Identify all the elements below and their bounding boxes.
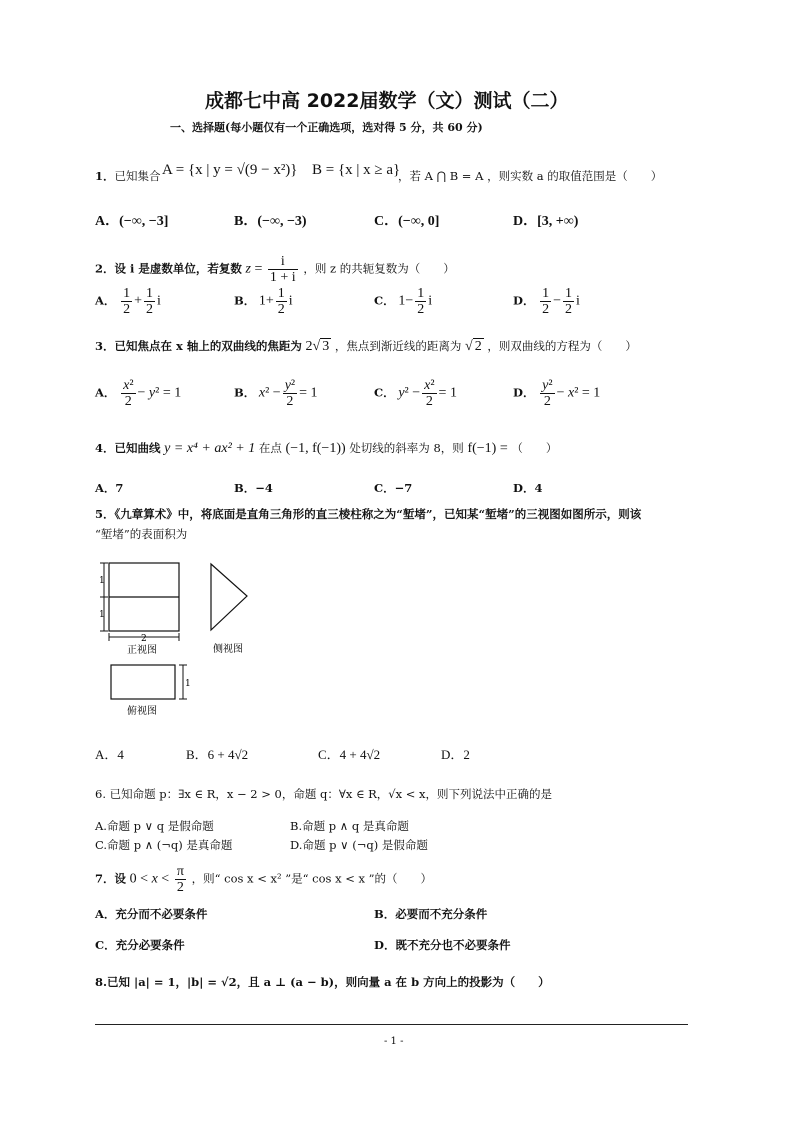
q2-option-d: D． $\frac{1}{2}$ − $\frac{1}{2}$ i [513,286,580,317]
q6-option-b: B.命题 p ∧ q 是真命题 [290,819,409,833]
q4-stem: 4．已知曲线 y = x⁴ + ax² + 1 在点 (−1, f(−1)) 处切线的斜率为 8，则 f(−1) = （ ） [95,441,558,456]
q2-fraction: $\frac{i}{1 + i}$ [269,254,296,285]
q7-option-a: A．充分而不必要条件 [95,907,208,921]
side-view-triangle [211,564,247,630]
q6-stem: 6. 已知命题 p：∃x ∈ R，x − 2 > 0，命题 q：∀x ∈ R，√x < x，则下列说法中正确的是 [95,787,553,801]
page-title: 成都七中高 2022届数学（文）测试（二） [205,90,569,112]
q4-option-c: C．−7 [374,481,413,495]
dim-label-1b: 1 [99,610,105,620]
dim-label-2: 2 [141,634,147,644]
footer-rule [95,1024,688,1025]
q1-option-b: B．(−∞, −3) [234,214,307,229]
q1-stem: 1．已知集合 [95,169,161,183]
q5-option-d: D．2 [441,747,470,762]
q3-option-a: A． $\frac{\text{x²}}{2}$ − y² = 1 [95,378,182,409]
q7-option-d: D．既不充分也不必要条件 [374,938,511,952]
q4-option-b: B．−4 [234,481,273,495]
q4-option-a: A．7 [95,481,124,495]
q5-line-2: “堑堵”的表面积为 [95,527,188,541]
q2-option-b: B． 1+ $\frac{1}{2}$ i [234,286,293,317]
q1-option-c: C．(−∞, 0] [374,214,440,229]
q6-option-a: A.命题 p ∨ q 是假命题 [95,819,214,833]
side-view-label: 侧视图 [213,644,243,655]
top-view-label: 俯视图 [127,706,157,717]
q7-stem: 7．设 0 < x < $\frac{\pi}{2}$ ，则“ cos x < x² ”是“ cos x < x ”的（ ） [95,864,433,895]
q1-set-b: B = {x | x ≥ a} [312,162,401,178]
section-heading: 一、选择题(每小题仅有一个正确选项，选对得 5 分，共 60 分) [170,121,483,134]
q1-suffix: ，若 A ⋂ B = A ，则实数 a 的取值范围是（ ） [398,169,663,183]
side-view-figure [205,560,265,660]
page-number: - 1 - [384,1036,404,1047]
q5-option-b: B．6 + 4√2 [186,747,249,762]
q5-option-c: C．4 + 4√2 [318,747,381,762]
q3-stem: 3．已知焦点在 x 轴上的双曲线的焦距为 2√ 3 ，焦点到渐近线的距离为 √ 2 ，则双曲线的方程为（ ） [95,339,637,354]
q7-option-b: B．必要而不充分条件 [374,907,488,921]
q2-option-a: A． $\frac{1}{2}$ + $\frac{1}{2}$ i [95,286,161,317]
q3-option-d: D． $\frac{\text{y²}}{2}$ − x² = 1 [513,378,601,409]
q5-line-1: 5．《九章算术》中，将底面是直角三角形的直三棱柱称之为“堑堵”，已知某“堑堵”的三视图如图所示，则该 [95,507,642,521]
dim-label-1c: 1 [185,679,191,689]
q7-option-c: C．充分必要条件 [95,938,185,952]
q8-stem: 8.已知 |a| = 1，|b| = √2，且 a ⊥ (a − b)，则向量 a 在 b 方向上的投影为（ ） [95,975,550,989]
q2-option-c: C． 1− $\frac{1}{2}$ i [374,286,433,317]
front-view-label: 正视图 [127,645,157,656]
q4-option-d: D．4 [513,481,543,495]
q1-option-a: A．(−∞, −3] [95,214,169,229]
dim-label-1a: 1 [99,576,105,586]
q3-option-c: C． y² − $\frac{\text{x²}}{2}$ = 1 [374,378,457,409]
q6-option-d: D.命题 p ∨ (¬q) 是假命题 [290,838,428,852]
q5-option-a: A．4 [95,747,124,762]
q1-option-d: D．[3, +∞) [513,214,579,229]
q2-stem: 2．设 i 是虚数单位，若复数 z = $\frac{i}{1 + i}$ ，则 z 的共轭复数为（ ） [95,254,455,285]
q1-set-a: A = {x | y = √(9 − x²)} [162,162,298,178]
q6-option-c: C.命题 p ∧ (¬q) 是真命题 [95,838,233,852]
top-view-rect [111,665,175,699]
q3-option-b: B． x² − $\frac{\text{y²}}{2}$ = 1 [234,378,318,409]
